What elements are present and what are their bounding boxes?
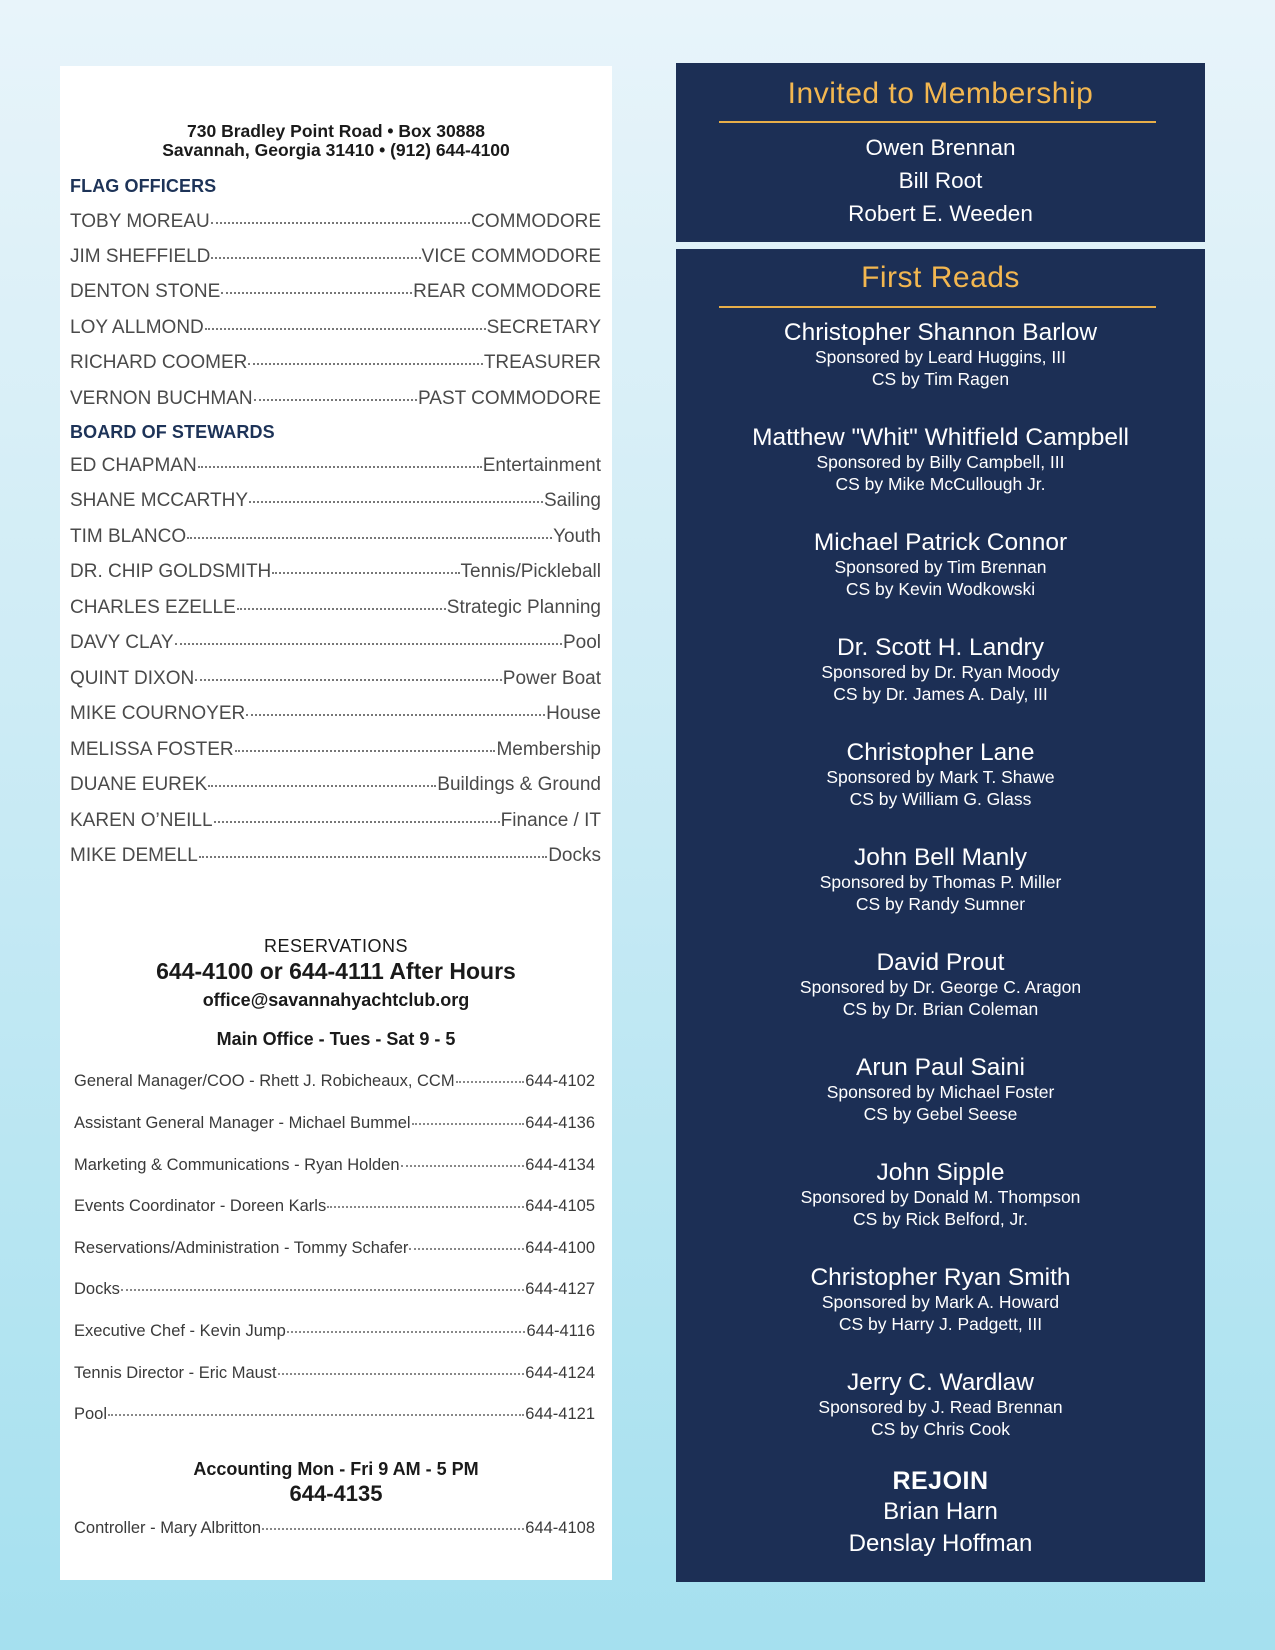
- cs-text: CS by Rick Belford, Jr.: [852, 1209, 1029, 1229]
- invited-name: Owen Brennan: [865, 135, 1016, 160]
- steward-role: House: [546, 703, 601, 724]
- staff-phone: 644-4105: [525, 1197, 595, 1215]
- steward-row: [70, 703, 601, 727]
- gold-divider: [719, 121, 1156, 123]
- club-address: [60, 122, 612, 160]
- dot-leader: [108, 1414, 524, 1416]
- staff-row: [74, 1322, 595, 1344]
- steward-name: MIKE DEMELL: [70, 845, 198, 866]
- invited-to-membership-panel: [676, 63, 1205, 242]
- address-line-2: Savannah, Georgia 31410 • (912) 644-4100: [162, 140, 510, 160]
- staff-row-controller: [74, 1519, 595, 1541]
- candidate-name: Christopher Shannon Barlow: [783, 319, 1098, 346]
- steward-name: MELISSA FOSTER: [70, 739, 234, 760]
- sponsor-text: Sponsored by Mark T. Shawe: [826, 767, 1055, 787]
- rejoin-heading: REJOIN: [892, 1467, 989, 1495]
- flag-officers-heading: FLAG OFFICERS: [70, 176, 217, 196]
- steward-role: Membership: [496, 739, 601, 760]
- staff-phone: 644-4102: [525, 1072, 595, 1090]
- first-read-entry: [676, 844, 1205, 915]
- officer-role: PAST COMMODORE: [418, 388, 601, 409]
- sponsor-text: Sponsored by Tim Brennan: [834, 557, 1047, 577]
- staff-row: [74, 1364, 595, 1386]
- staff-name: Executive Chef - Kevin Jump: [74, 1322, 286, 1340]
- candidate-name: Matthew "Whit" Whitfield Campbell: [752, 424, 1129, 451]
- steward-name: KAREN O’NEILL: [70, 810, 213, 831]
- steward-role: Buildings & Ground: [437, 774, 601, 795]
- officer-row: [70, 246, 601, 270]
- steward-row: [70, 810, 601, 834]
- candidate-name: Christopher Ryan Smith: [810, 1264, 1071, 1291]
- officer-role: COMMODORE: [471, 211, 601, 232]
- dot-leader: [237, 608, 446, 610]
- candidate-name: Jerry C. Wardlaw: [847, 1369, 1034, 1396]
- reservations-email: office@savannahyachtclub.org: [202, 990, 470, 1010]
- dot-leader: [401, 1165, 525, 1167]
- officer-name: JIM SHEFFIELD: [70, 246, 211, 267]
- club-directory-panel: [60, 66, 612, 1580]
- cs-text: CS by Chris Cook: [870, 1419, 1011, 1439]
- staff-phone: 644-4100: [525, 1239, 595, 1257]
- steward-role: Sailing: [543, 490, 601, 511]
- invited-name: Robert E. Weeden: [848, 201, 1033, 226]
- staff-name: Marketing & Communications - Ryan Holden: [74, 1156, 400, 1174]
- candidate-name: David Prout: [876, 949, 1005, 976]
- staff-row: [74, 1197, 595, 1219]
- first-reads-heading: First Reads: [861, 261, 1020, 294]
- first-read-entry: [676, 949, 1205, 1020]
- reservations-label: RESERVATIONS: [263, 936, 409, 956]
- cs-text: CS by Randy Sumner: [855, 894, 1026, 914]
- first-read-entry: [676, 634, 1205, 705]
- staff-name: Assistant General Manager - Michael Bummel: [74, 1114, 411, 1132]
- steward-role: Strategic Planning: [446, 597, 601, 618]
- staff-phone: 644-4136: [525, 1114, 595, 1132]
- cs-text: CS by Tim Ragen: [871, 369, 1010, 389]
- dot-leader: [175, 643, 562, 645]
- steward-row: [70, 490, 601, 514]
- dot-leader: [211, 222, 470, 224]
- staff-row: [74, 1280, 595, 1302]
- steward-name: TIM BLANCO: [70, 526, 187, 547]
- dot-leader: [456, 1081, 525, 1083]
- steward-role: Youth: [553, 526, 601, 547]
- steward-role: Finance / IT: [500, 810, 601, 831]
- officer-role: REAR COMMODORE: [413, 281, 601, 302]
- dot-leader: [221, 292, 412, 294]
- dot-leader: [249, 501, 543, 503]
- officer-row: [70, 388, 601, 412]
- dot-leader: [235, 750, 496, 752]
- dot-leader: [272, 572, 459, 574]
- first-read-entry: [676, 1369, 1205, 1440]
- staff-name: Tennis Director - Eric Maust: [74, 1364, 277, 1382]
- invited-name: Bill Root: [898, 168, 983, 193]
- staff-phone: 644-4121: [525, 1405, 595, 1423]
- staff-phone: 644-4127: [525, 1280, 595, 1298]
- reservations-phones: 644-4100 or 644-4111 After Hours: [156, 958, 516, 984]
- steward-row: [70, 668, 601, 692]
- dot-leader: [262, 1528, 524, 1530]
- dot-leader: [327, 1206, 524, 1208]
- steward-row: [70, 455, 601, 479]
- officer-row: [70, 317, 601, 341]
- main-office-hours: Main Office - Tues - Sat 9 - 5: [216, 1029, 456, 1049]
- rejoin-name: Brian Harn: [883, 1498, 998, 1525]
- first-reads-panel: [676, 249, 1205, 1582]
- cs-text: CS by Kevin Wodkowski: [845, 579, 1036, 599]
- officer-name: LOY ALLMOND: [70, 317, 204, 338]
- cs-text: CS by William G. Glass: [849, 789, 1032, 809]
- dot-leader: [187, 537, 552, 539]
- dot-leader: [198, 466, 482, 468]
- staff-name: Reservations/Administration - Tommy Schafer: [74, 1239, 409, 1257]
- first-read-entry: [676, 1159, 1205, 1230]
- officer-row: [70, 352, 601, 376]
- staff-row: [74, 1072, 595, 1094]
- steward-name: QUINT DIXON: [70, 668, 195, 689]
- sponsor-text: Sponsored by Leard Huggins, III: [815, 347, 1066, 367]
- first-read-entry: [676, 1264, 1205, 1335]
- rejoin-section: [676, 1466, 1205, 1560]
- staff-name: Events Coordinator - Doreen Karls: [74, 1197, 327, 1215]
- candidate-name: John Bell Manly: [854, 844, 1027, 871]
- cs-text: CS by Dr. Brian Coleman: [842, 999, 1039, 1019]
- first-read-entry: [676, 319, 1205, 390]
- dot-leader: [214, 821, 500, 823]
- cs-text: CS by Harry J. Padgett, III: [838, 1314, 1043, 1334]
- staff-name: General Manager/COO - Rhett J. Robicheaux, CCM: [74, 1072, 455, 1090]
- officer-name: TOBY MOREAU: [70, 211, 210, 232]
- cs-text: CS by Mike McCullough Jr.: [835, 474, 1046, 494]
- sponsor-text: Sponsored by Donald M. Thompson: [800, 1187, 1081, 1207]
- first-read-entry: [676, 529, 1205, 600]
- dot-leader: [199, 856, 547, 858]
- steward-row: [70, 739, 601, 763]
- sponsor-text: Sponsored by Dr. George C. Aragon: [799, 977, 1082, 997]
- sponsor-text: Sponsored by Michael Foster: [826, 1082, 1055, 1102]
- staff-name: Docks: [74, 1280, 120, 1298]
- steward-name: CHARLES EZELLE: [70, 597, 236, 618]
- officer-name: DENTON STONE: [70, 281, 221, 302]
- first-read-entry: [676, 1054, 1205, 1125]
- steward-row: [70, 774, 601, 798]
- invited-heading: Invited to Membership: [787, 77, 1094, 110]
- address-line-1: 730 Bradley Point Road • Box 30888: [187, 121, 485, 141]
- staff-phone: 644-4134: [525, 1156, 595, 1174]
- steward-name: SHANE MCCARTHY: [70, 490, 249, 511]
- candidate-name: Dr. Scott H. Landry: [837, 634, 1044, 661]
- steward-name: ED CHAPMAN: [70, 455, 197, 476]
- dot-leader: [409, 1248, 524, 1250]
- dot-leader: [195, 679, 502, 681]
- dot-leader: [412, 1123, 525, 1125]
- candidate-name: Arun Paul Saini: [856, 1054, 1025, 1081]
- officer-role: TREASURER: [483, 352, 601, 373]
- staff-row: [74, 1405, 595, 1427]
- rejoin-name: Denslay Hoffman: [848, 1530, 1033, 1557]
- steward-row: [70, 845, 601, 869]
- gold-divider: [719, 306, 1156, 308]
- first-read-entry: [676, 739, 1205, 810]
- steward-row: [70, 597, 601, 621]
- officer-name: RICHARD COOMER: [70, 352, 248, 373]
- dot-leader: [278, 1373, 525, 1375]
- sponsor-text: Sponsored by Thomas P. Miller: [819, 872, 1062, 892]
- steward-name: DUANE EUREK: [70, 774, 208, 795]
- accounting-phone: 644-4135: [289, 1481, 383, 1506]
- sponsor-text: Sponsored by Mark A. Howard: [821, 1292, 1060, 1312]
- candidate-name: John Sipple: [876, 1159, 1005, 1186]
- officer-name: VERNON BUCHMAN: [70, 388, 253, 409]
- dot-leader: [208, 785, 436, 787]
- steward-name: DR. CHIP GOLDSMITH: [70, 561, 272, 582]
- staff-name: Controller - Mary Albritton: [74, 1519, 262, 1537]
- dot-leader: [254, 399, 417, 401]
- steward-role: Pool: [562, 632, 601, 653]
- staff-row: [74, 1239, 595, 1261]
- board-of-stewards-heading: BOARD OF STEWARDS: [70, 422, 275, 442]
- staff-row: [74, 1114, 595, 1136]
- steward-name: MIKE COURNOYER: [70, 703, 246, 724]
- officer-row: [70, 211, 601, 235]
- staff-row: [74, 1156, 595, 1178]
- candidate-name: Michael Patrick Connor: [813, 529, 1068, 556]
- steward-role: Power Boat: [502, 668, 601, 689]
- staff-phone: 644-4108: [525, 1519, 595, 1537]
- officer-role: SECRETARY: [486, 317, 601, 338]
- accounting-hours: Accounting Mon - Fri 9 AM - 5 PM: [193, 1459, 479, 1479]
- staff-phone: 644-4116: [526, 1322, 595, 1340]
- steward-name: DAVY CLAY: [70, 632, 174, 653]
- first-read-entry: [676, 424, 1205, 495]
- dot-leader: [287, 1331, 526, 1333]
- officer-role: VICE COMMODORE: [421, 246, 601, 267]
- staff-name: Pool: [74, 1405, 108, 1423]
- steward-role: Tennis/Pickleball: [460, 561, 601, 582]
- officer-row: [70, 281, 601, 305]
- cs-text: CS by Dr. James A. Daly, III: [833, 684, 1048, 704]
- dot-leader: [211, 257, 420, 259]
- sponsor-text: Sponsored by Billy Campbell, III: [816, 452, 1065, 472]
- dot-leader: [121, 1289, 524, 1291]
- sponsor-text: Sponsored by Dr. Ryan Moody: [821, 662, 1060, 682]
- steward-row: [70, 632, 601, 656]
- candidate-name: Christopher Lane: [846, 739, 1035, 766]
- steward-role: Entertainment: [482, 455, 601, 476]
- dot-leader: [246, 714, 545, 716]
- steward-row: [70, 526, 601, 550]
- dot-leader: [248, 363, 482, 365]
- steward-role: Docks: [548, 845, 601, 866]
- dot-leader: [205, 328, 486, 330]
- steward-row: [70, 561, 601, 585]
- sponsor-text: Sponsored by J. Read Brennan: [818, 1397, 1063, 1417]
- cs-text: CS by Gebel Seese: [863, 1104, 1018, 1124]
- staff-phone: 644-4124: [525, 1364, 595, 1382]
